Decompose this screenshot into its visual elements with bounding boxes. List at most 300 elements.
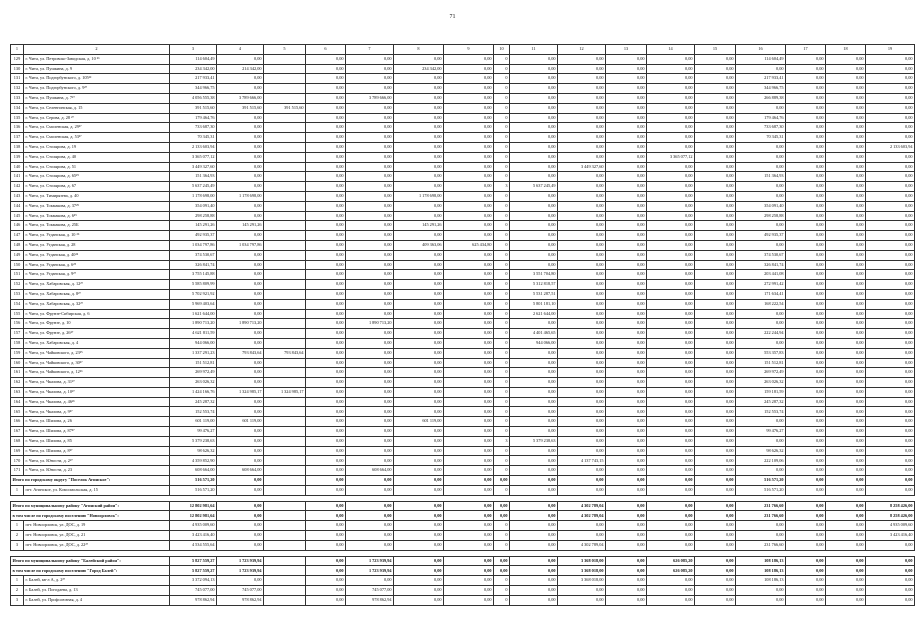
- amount-cell: 0,00: [606, 299, 647, 309]
- table-row: [11, 446, 915, 456]
- amount-cell: 0,00: [606, 358, 647, 368]
- amount-cell: 978 862,94: [217, 595, 264, 605]
- amount-cell: 0,00: [444, 260, 494, 270]
- amount-cell: 0,00: [306, 113, 346, 123]
- amount-cell: 0,00: [866, 240, 915, 250]
- subtotal-value: 1 723 939,94: [217, 566, 264, 576]
- amount-cell: 0,00: [558, 250, 606, 260]
- amount-cell: 0,00: [866, 299, 915, 309]
- amount-cell: 0,00: [786, 162, 826, 172]
- address-cell: г. Чита, ул. Чкалова, д. 31²⁷: [24, 378, 170, 388]
- amount-cell: 0,00: [826, 64, 866, 74]
- amount-cell: 0,00: [217, 299, 264, 309]
- amount-cell: 0,00: [444, 319, 494, 329]
- amount-cell: 3 368 018,00: [558, 576, 606, 586]
- amount-cell: 0,00: [786, 407, 826, 417]
- amount-cell: 0,00: [866, 260, 915, 270]
- amount-cell: 0,00: [866, 289, 915, 299]
- amount-cell: 0,00: [444, 358, 494, 368]
- amount-cell: 0,00: [444, 397, 494, 407]
- row-number: 147: [11, 231, 24, 241]
- amount-cell: 0,00: [826, 152, 866, 162]
- address-cell: г. Чита, ул. Угданская, д. 28: [24, 240, 170, 250]
- row-number: 134: [11, 103, 24, 113]
- column-number: 10: [494, 45, 510, 55]
- amount-cell: 0,00: [558, 152, 606, 162]
- amount-cell: 0,00: [346, 368, 394, 378]
- amount-cell: 0,00: [394, 485, 444, 495]
- amount-cell: [264, 540, 306, 550]
- amount-cell: 0,00: [306, 172, 346, 182]
- table-row: [11, 84, 915, 94]
- amount-cell: 0,00: [606, 309, 647, 319]
- amount-cell: 0,00: [606, 74, 647, 84]
- amount-cell: 0,00: [346, 329, 394, 339]
- amount-cell: 0,00: [394, 368, 444, 378]
- amount-cell: 0,00: [306, 417, 346, 427]
- subtotal-value: 0,00: [695, 501, 736, 511]
- amount-cell: 0,00: [394, 427, 444, 437]
- amount-cell: 0,00: [647, 289, 695, 299]
- amount-cell: 0,00: [736, 309, 786, 319]
- amount-cell: 0,00: [606, 417, 647, 427]
- amount-cell: 0,00: [558, 299, 606, 309]
- amount-cell: 0,00: [394, 201, 444, 211]
- amount-cell: 0,00: [444, 113, 494, 123]
- amount-cell: [264, 456, 306, 466]
- amount-cell: 0,00: [346, 348, 394, 358]
- amount-cell: [264, 142, 306, 152]
- row-number: 130: [11, 64, 24, 74]
- amount-cell: 0,00: [695, 456, 736, 466]
- amount-cell: 0,00: [786, 152, 826, 162]
- amount-cell: 0,00: [866, 595, 915, 605]
- amount-cell: 0,00: [394, 456, 444, 466]
- amount-cell: [264, 485, 306, 495]
- amount-cell: 4 401 465,65: [510, 329, 558, 339]
- row-number: 138: [11, 142, 24, 152]
- amount-cell: 0,00: [647, 521, 695, 531]
- subtotal-value: 0,00: [695, 511, 736, 521]
- subtotal-value: 0,00: [510, 566, 558, 576]
- subtotal-row: [11, 511, 915, 521]
- amount-cell: 0,00: [306, 387, 346, 397]
- address-cell: г. Чита, ул. Токмакова, д. 25Б: [24, 221, 170, 231]
- subtotal-value: 626 085,20: [647, 566, 695, 576]
- amount-cell: 0,00: [444, 142, 494, 152]
- amount-cell: 1 034 797,86: [170, 240, 217, 250]
- amount-cell: 0,00: [306, 485, 346, 495]
- amount-cell: 0,00: [394, 172, 444, 182]
- amount-cell: 0,00: [695, 74, 736, 84]
- amount-cell: [264, 113, 306, 123]
- amount-cell: 0,00: [647, 387, 695, 397]
- row-number: 133: [11, 93, 24, 103]
- row-number: 2: [11, 531, 24, 541]
- row-number: 158: [11, 338, 24, 348]
- amount-cell: 0: [494, 162, 510, 172]
- address-cell: г. Чита, ул. Угданская, д. 10 ²⁶: [24, 231, 170, 241]
- amount-cell: 0,00: [510, 152, 558, 162]
- amount-cell: 0,00: [826, 133, 866, 143]
- amount-cell: [264, 280, 306, 290]
- amount-cell: 0,00: [786, 586, 826, 596]
- subtotal-value: 0,00: [510, 501, 558, 511]
- amount-cell: 0,00: [606, 485, 647, 495]
- amount-cell: 0,00: [306, 152, 346, 162]
- amount-cell: 0,00: [558, 270, 606, 280]
- amount-cell: 0,00: [647, 299, 695, 309]
- table-row: [11, 270, 915, 280]
- amount-cell: 0,00: [558, 329, 606, 339]
- amount-cell: 0,00: [606, 378, 647, 388]
- amount-cell: 0,00: [306, 521, 346, 531]
- column-number: 11: [510, 45, 558, 55]
- amount-cell: 0,00: [558, 142, 606, 152]
- subtotal-value: 0,00: [306, 566, 346, 576]
- amount-cell: 0,00: [394, 378, 444, 388]
- amount-cell: 1 890 713,20: [217, 319, 264, 329]
- amount-cell: 152 553,74: [170, 407, 217, 417]
- amount-cell: 0,00: [826, 191, 866, 201]
- amount-cell: 0,00: [217, 521, 264, 531]
- amount-cell: 0,00: [647, 466, 695, 476]
- table-row: [11, 250, 915, 260]
- amount-cell: 0,00: [444, 485, 494, 495]
- amount-cell: [264, 270, 306, 280]
- amount-cell: 0,00: [647, 84, 695, 94]
- amount-cell: 0,00: [394, 74, 444, 84]
- column-number: 5: [264, 45, 306, 55]
- amount-cell: 0,00: [606, 211, 647, 221]
- amount-cell: 0,00: [826, 436, 866, 446]
- amount-cell: 0,00: [558, 182, 606, 192]
- amount-cell: 0,00: [217, 407, 264, 417]
- amount-cell: 0,00: [306, 93, 346, 103]
- subtotal-value: 0,00: [695, 566, 736, 576]
- table-row: [11, 162, 915, 172]
- amount-cell: 0,00: [346, 182, 394, 192]
- table-row: [11, 123, 915, 133]
- row-number: 132: [11, 84, 24, 94]
- amount-cell: 0,00: [510, 531, 558, 541]
- amount-cell: 0,00: [736, 319, 786, 329]
- amount-cell: 0,00: [647, 162, 695, 172]
- amount-cell: 0,00: [558, 368, 606, 378]
- amount-cell: 0,00: [647, 595, 695, 605]
- amount-cell: [264, 54, 306, 64]
- amount-cell: 0,00: [510, 113, 558, 123]
- row-number: 163: [11, 387, 24, 397]
- address-cell: г. Чита, ул. Чкалова, д. 46²⁶: [24, 397, 170, 407]
- amount-cell: 0,00: [217, 74, 264, 84]
- amount-cell: 0,00: [695, 466, 736, 476]
- amount-cell: [264, 329, 306, 339]
- amount-cell: 0,00: [394, 142, 444, 152]
- amount-cell: 0,00: [606, 93, 647, 103]
- amount-cell: 0,00: [826, 231, 866, 241]
- amount-cell: 0,00: [394, 182, 444, 192]
- amount-cell: 0,00: [510, 84, 558, 94]
- amount-cell: 0,00: [826, 84, 866, 94]
- row-number: 170: [11, 456, 24, 466]
- amount-cell: 0,00: [217, 540, 264, 550]
- amount-cell: 0,00: [394, 113, 444, 123]
- amount-cell: 0,00: [606, 240, 647, 250]
- address-cell: пгт. Новоорловск, ул. ДОС, д. 21: [24, 531, 170, 541]
- address-cell: г. Чита, ул. Чайковского, д. 12²⁶: [24, 368, 170, 378]
- amount-cell: 0,00: [217, 427, 264, 437]
- amount-cell: 793 843,64: [264, 348, 306, 358]
- subtotal-value: 0,00: [826, 566, 866, 576]
- amount-cell: [264, 201, 306, 211]
- amount-cell: 0,00: [786, 348, 826, 358]
- amount-cell: 0: [494, 133, 510, 143]
- row-number: 152: [11, 280, 24, 290]
- amount-cell: 0,00: [647, 191, 695, 201]
- amount-cell: 0,00: [826, 250, 866, 260]
- amount-cell: 374 530,67: [736, 250, 786, 260]
- row-number: 167: [11, 427, 24, 437]
- amount-cell: 0,00: [558, 521, 606, 531]
- address-cell: г. Балей, ул. Профсоюзная, д. 4: [24, 595, 170, 605]
- amount-cell: [264, 299, 306, 309]
- amount-cell: 0,00: [786, 182, 826, 192]
- amount-cell: 0,00: [217, 182, 264, 192]
- amount-cell: 0: [494, 586, 510, 596]
- amount-cell: 0,00: [217, 280, 264, 290]
- amount-cell: 0,00: [786, 54, 826, 64]
- amount-cell: 0,00: [346, 289, 394, 299]
- row-number: 168: [11, 436, 24, 446]
- amount-cell: 0,00: [826, 358, 866, 368]
- amount-cell: [264, 531, 306, 541]
- subtotal-row: [11, 476, 915, 486]
- amount-cell: 0,00: [444, 540, 494, 550]
- amount-cell: 0,00: [444, 93, 494, 103]
- amount-cell: 0,00: [394, 299, 444, 309]
- amount-cell: 0,00: [695, 250, 736, 260]
- amount-cell: 0,00: [306, 250, 346, 260]
- amount-cell: 231 766,60: [736, 540, 786, 550]
- amount-cell: 0,00: [558, 531, 606, 541]
- amount-cell: 0,00: [510, 231, 558, 241]
- amount-cell: 0: [494, 84, 510, 94]
- amount-cell: 0,00: [510, 417, 558, 427]
- amount-cell: 0,00: [826, 387, 866, 397]
- amount-cell: 0,00: [866, 358, 915, 368]
- register-table: [10, 44, 915, 606]
- amount-cell: 5 637 245,49: [510, 182, 558, 192]
- amount-cell: 0,00: [510, 348, 558, 358]
- amount-cell: 0,00: [306, 436, 346, 446]
- subtotal-value: [264, 556, 306, 566]
- amount-cell: 0,00: [695, 338, 736, 348]
- row-number: 160: [11, 358, 24, 368]
- amount-cell: 0,00: [558, 240, 606, 250]
- amount-cell: 0,00: [695, 113, 736, 123]
- address-cell: г. Чита, ул. Фрунзе-Сибирская, д. 6: [24, 309, 170, 319]
- amount-cell: 0,00: [826, 368, 866, 378]
- amount-cell: 0,00: [346, 378, 394, 388]
- amount-cell: 2 621 644,00: [510, 309, 558, 319]
- amount-cell: 0: [494, 521, 510, 531]
- amount-cell: 0,00: [346, 358, 394, 368]
- amount-cell: 0,00: [866, 397, 915, 407]
- amount-cell: 0,00: [786, 74, 826, 84]
- amount-cell: 0,00: [826, 456, 866, 466]
- subtotal-value: 0,00: [786, 511, 826, 521]
- amount-cell: 0: [494, 407, 510, 417]
- amount-cell: 0,00: [695, 407, 736, 417]
- amount-cell: 0,00: [510, 201, 558, 211]
- amount-cell: 0,00: [606, 221, 647, 231]
- column-number: 1: [11, 45, 24, 55]
- amount-cell: 99 476,27: [170, 427, 217, 437]
- subtotal-value: [264, 511, 306, 521]
- column-number: 15: [695, 45, 736, 55]
- amount-cell: 0,00: [786, 84, 826, 94]
- subtotal-value: 0,00: [306, 501, 346, 511]
- subtotal-value: 0,00: [494, 501, 510, 511]
- amount-cell: 0,00: [444, 329, 494, 339]
- amount-cell: 0,00: [558, 84, 606, 94]
- amount-cell: 0,00: [866, 407, 915, 417]
- amount-cell: 0,00: [306, 466, 346, 476]
- amount-cell: 5 531 287,51: [510, 289, 558, 299]
- amount-cell: 0: [494, 280, 510, 290]
- amount-cell: 0,00: [826, 407, 866, 417]
- amount-cell: 0,00: [826, 211, 866, 221]
- amount-cell: 0,00: [217, 531, 264, 541]
- amount-cell: 0: [494, 397, 510, 407]
- amount-cell: 0,00: [606, 521, 647, 531]
- amount-cell: 0,00: [444, 595, 494, 605]
- table-row: [11, 521, 915, 531]
- address-cell: г. Чита, ул. Столярова, д. 67: [24, 182, 170, 192]
- subtotal-label: Итого по муниципальному району "Агинский район":: [11, 501, 170, 511]
- amount-cell: 354 091,40: [736, 201, 786, 211]
- amount-cell: 0,00: [695, 123, 736, 133]
- amount-cell: 98 626,32: [170, 446, 217, 456]
- row-number: 164: [11, 397, 24, 407]
- amount-cell: 0,00: [786, 64, 826, 74]
- amount-cell: 159 181,59: [736, 387, 786, 397]
- amount-cell: 0,00: [510, 576, 558, 586]
- amount-cell: 0,00: [866, 74, 915, 84]
- subtotal-value: 0,00: [394, 511, 444, 521]
- amount-cell: 0,00: [866, 84, 915, 94]
- amount-cell: 608 664,00: [346, 466, 394, 476]
- amount-cell: 0,00: [695, 521, 736, 531]
- amount-cell: 0,00: [647, 576, 695, 586]
- column-number: 12: [558, 45, 606, 55]
- amount-cell: 0,00: [695, 270, 736, 280]
- amount-cell: 1 621 644,00: [170, 309, 217, 319]
- address-cell: г. Чита, ул. Фрунзе, д. 10: [24, 319, 170, 329]
- address-cell: г. Чита, ул. Подгорбунского, д. 105²³: [24, 74, 170, 84]
- amount-cell: 0: [494, 93, 510, 103]
- subtotal-value: 0,00: [494, 556, 510, 566]
- amount-cell: 1 890 713,20: [170, 319, 217, 329]
- amount-cell: 0: [494, 358, 510, 368]
- amount-cell: 0,00: [346, 521, 394, 531]
- amount-cell: 0,00: [394, 436, 444, 446]
- amount-cell: 0: [494, 142, 510, 152]
- amount-cell: 0,00: [606, 162, 647, 172]
- amount-cell: 0,00: [394, 309, 444, 319]
- amount-cell: 0,00: [647, 378, 695, 388]
- amount-cell: 0,00: [786, 103, 826, 113]
- amount-cell: 0,00: [695, 231, 736, 241]
- amount-cell: 0,00: [558, 74, 606, 84]
- amount-cell: 0,00: [647, 485, 695, 495]
- amount-cell: 0,00: [444, 309, 494, 319]
- amount-cell: 601 119,00: [170, 417, 217, 427]
- table-row: [11, 172, 915, 182]
- address-cell: г. Чита, ул. Хабаровская, д. 32²⁷: [24, 299, 170, 309]
- amount-cell: 0,00: [826, 329, 866, 339]
- subtotal-value: 1 723 939,94: [217, 556, 264, 566]
- amount-cell: 745 077,00: [170, 586, 217, 596]
- amount-cell: 0,00: [306, 64, 346, 74]
- amount-cell: 0,00: [606, 270, 647, 280]
- amount-cell: 0: [494, 427, 510, 437]
- subtotal-value: 0,00: [606, 501, 647, 511]
- amount-cell: 0,00: [558, 54, 606, 64]
- table-row: [11, 456, 915, 466]
- amount-cell: [264, 397, 306, 407]
- row-number: 154: [11, 299, 24, 309]
- amount-cell: 344 966,75: [736, 84, 786, 94]
- amount-cell: 0,00: [444, 280, 494, 290]
- table-row: [11, 436, 915, 446]
- amount-cell: 0,00: [217, 338, 264, 348]
- amount-cell: 0,00: [346, 211, 394, 221]
- amount-cell: 0,00: [606, 576, 647, 586]
- amount-cell: 151 364,93: [170, 172, 217, 182]
- subtotal-value: 0,00: [695, 476, 736, 486]
- amount-cell: 0,00: [510, 162, 558, 172]
- amount-cell: 0,00: [606, 231, 647, 241]
- amount-cell: 3: [494, 436, 510, 446]
- table-row: [11, 93, 915, 103]
- amount-cell: 0,00: [826, 172, 866, 182]
- amount-cell: 0: [494, 103, 510, 113]
- row-number: 1: [11, 521, 24, 531]
- amount-cell: 0,00: [647, 260, 695, 270]
- amount-cell: 0,00: [444, 436, 494, 446]
- amount-cell: 0,00: [647, 319, 695, 329]
- subtotal-value: 0,00: [606, 556, 647, 566]
- amount-cell: 3 789 666,00: [217, 93, 264, 103]
- row-number: 146: [11, 221, 24, 231]
- amount-cell: 0,00: [346, 299, 394, 309]
- subtotal-value: 0,00: [394, 501, 444, 511]
- subtotal-value: 0,00: [494, 566, 510, 576]
- row-number: 135: [11, 113, 24, 123]
- amount-cell: 0,00: [444, 162, 494, 172]
- row-number: 171: [11, 466, 24, 476]
- amount-cell: 0,00: [826, 378, 866, 388]
- amount-cell: 217 933,41: [170, 74, 217, 84]
- amount-cell: 0,00: [394, 211, 444, 221]
- amount-cell: 0,00: [866, 540, 915, 550]
- amount-cell: 0,00: [866, 93, 915, 103]
- amount-cell: 0,00: [695, 595, 736, 605]
- amount-cell: 0,00: [826, 123, 866, 133]
- amount-cell: 0: [494, 270, 510, 280]
